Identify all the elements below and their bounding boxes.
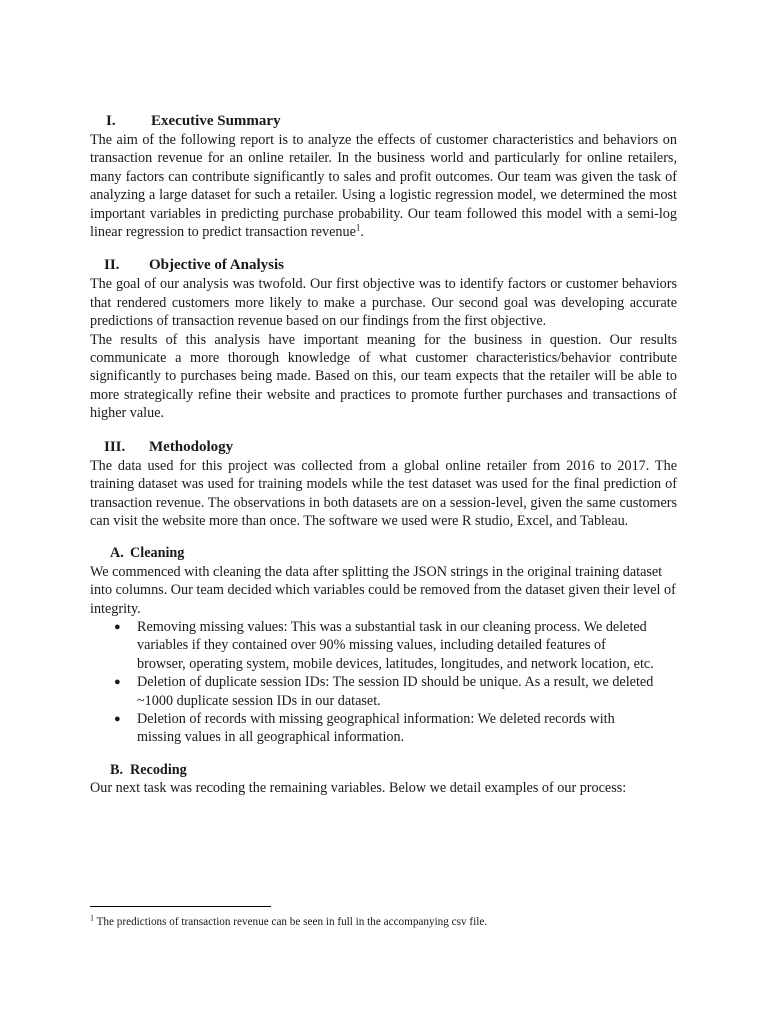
list-item <box>90 618 677 673</box>
section-heading-executive-summary <box>90 112 677 131</box>
section-heading-objective <box>90 256 677 275</box>
list-item-text: Deletion of records with missing geographical information: We deleted records with missing values in all geographical information. <box>137 710 615 746</box>
subsection-heading-cleaning <box>90 544 677 562</box>
sentence-end: . <box>360 224 364 241</box>
bullet-icon: ● <box>114 620 121 633</box>
section-heading-methodology <box>90 438 677 457</box>
objective-paragraph-2: The results of this analysis have important meaning for the business in question. Our results communicate a more thorough knowledge of what customer characteristics/behavior contribute significantly to purchases being made. Based on this, our team expects that the retailer will be able to more strategically refine their website and practices to promote further purchases and transactions of higher value. <box>90 331 677 422</box>
subsection-heading-recoding <box>90 761 677 779</box>
executive-summary-text: The aim of the following report is to analyze the effects of customer characteristics and behaviors on transaction revenue for an online retailer. In the business world and particularly for online retailers, many factors can contribute significantly to sales and profit outcomes. Our team was given the task of analyzing a large dataset for such a retailer. Using a logistic regression model, we determined the most important variables in predicting purchase probability. Our team followed this model with a semi-log linear regression to predict transaction revenue <box>90 132 677 241</box>
cleaning-paragraph: We commenced with cleaning the data after splitting the JSON strings in the original training dataset into columns. Our team decided which variables could be removed from the dataset given their level of integrity. <box>90 563 676 617</box>
document-page <box>90 112 677 798</box>
methodology-paragraph: The data used for this project was collected from a global online retailer from 2016 to 2017. The training dataset was used for training models while the test dataset was used for the final prediction of transaction revenue. The observations in both datasets are on a session-level, given the same customers can visit the website more than once. The software we used were R studio, Excel, and Tableau. <box>90 457 677 529</box>
list-item <box>90 673 677 710</box>
footnote-separator <box>90 906 271 907</box>
subsection-title: Recoding <box>130 761 187 778</box>
footnote-marker: 1 <box>90 913 94 923</box>
executive-summary-paragraph <box>90 131 677 241</box>
cleaning-bullet-list <box>90 618 677 747</box>
section-number: II. <box>104 257 120 274</box>
section-number: III. <box>104 438 126 455</box>
objective-paragraph-1: The goal of our analysis was twofold. Our first objective was to identify factors or customer behaviors that rendered customers more likely to make a purchase. Our second goal was developing accurate predictions of transaction revenue based on our findings from the first objective. <box>90 276 677 330</box>
subsection-title: Cleaning <box>130 545 185 562</box>
section-title: Methodology <box>149 438 234 455</box>
footnote-text: The predictions of transaction revenue can be seen in full in the accompanying csv file. <box>94 916 488 928</box>
bullet-icon: ● <box>114 676 121 689</box>
recoding-paragraph: Our next task was recoding the remaining variables. Below we detail examples of our process: <box>90 780 627 797</box>
section-number: I. <box>106 113 116 129</box>
footnote-reference: 1 <box>355 222 361 233</box>
list-item-text: Removing missing values: This was a substantial task in our cleaning process. We deleted variables if they contained over 90% missing values, including detailed features of browser, operating system, mobile devices, latitudes, longitudes, and network location, etc. <box>137 618 654 672</box>
subsection-letter: A. <box>110 545 124 562</box>
list-item <box>90 710 677 747</box>
section-title: Executive Summary <box>151 113 281 129</box>
section-title: Objective of Analysis <box>149 257 284 274</box>
footnote <box>90 915 677 929</box>
bullet-icon: ● <box>114 712 121 725</box>
subsection-letter: B. <box>110 761 124 778</box>
list-item-text: Deletion of duplicate session IDs: The session ID should be unique. As a result, we deleted ~1000 duplicate session IDs in our dataset. <box>137 674 654 709</box>
